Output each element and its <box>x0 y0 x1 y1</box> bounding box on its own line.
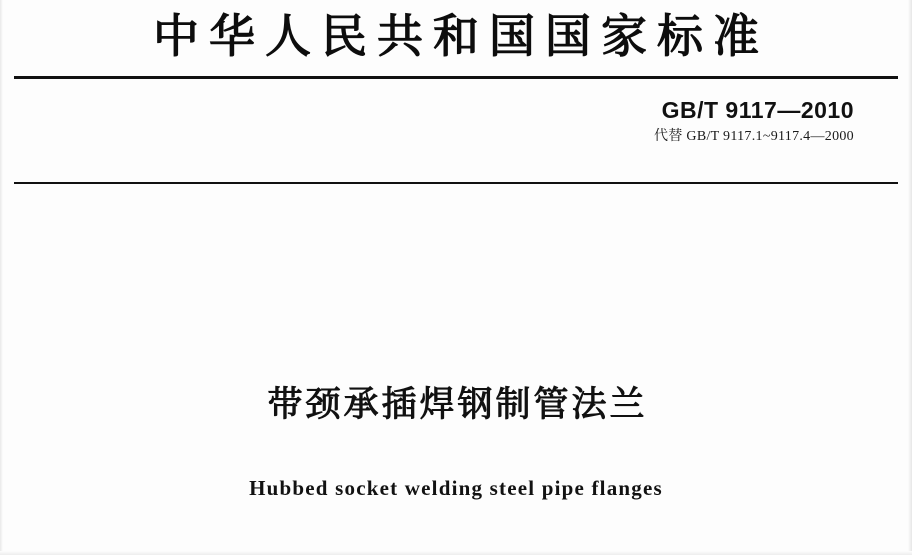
page-edge-left <box>0 0 3 555</box>
page-edge-bottom <box>0 551 912 555</box>
banner-title: 中华人民共和国国家标准 <box>153 9 769 63</box>
horizontal-rule-top <box>14 76 898 79</box>
page-edge-right <box>908 0 912 555</box>
standard-replaces-note: 代替 GB/T 9117.1~9117.4—2000 <box>654 129 854 144</box>
standard-number: GB/T 9117—2010 <box>661 97 854 123</box>
document-title-english: Hubbed socket welding steel pipe flanges <box>249 476 663 500</box>
national-standard-banner <box>0 8 912 64</box>
horizontal-rule-bottom <box>14 182 898 184</box>
document-title-chinese: 带颈承插焊钢制管法兰 <box>267 385 648 425</box>
standard-number-block <box>654 96 854 146</box>
